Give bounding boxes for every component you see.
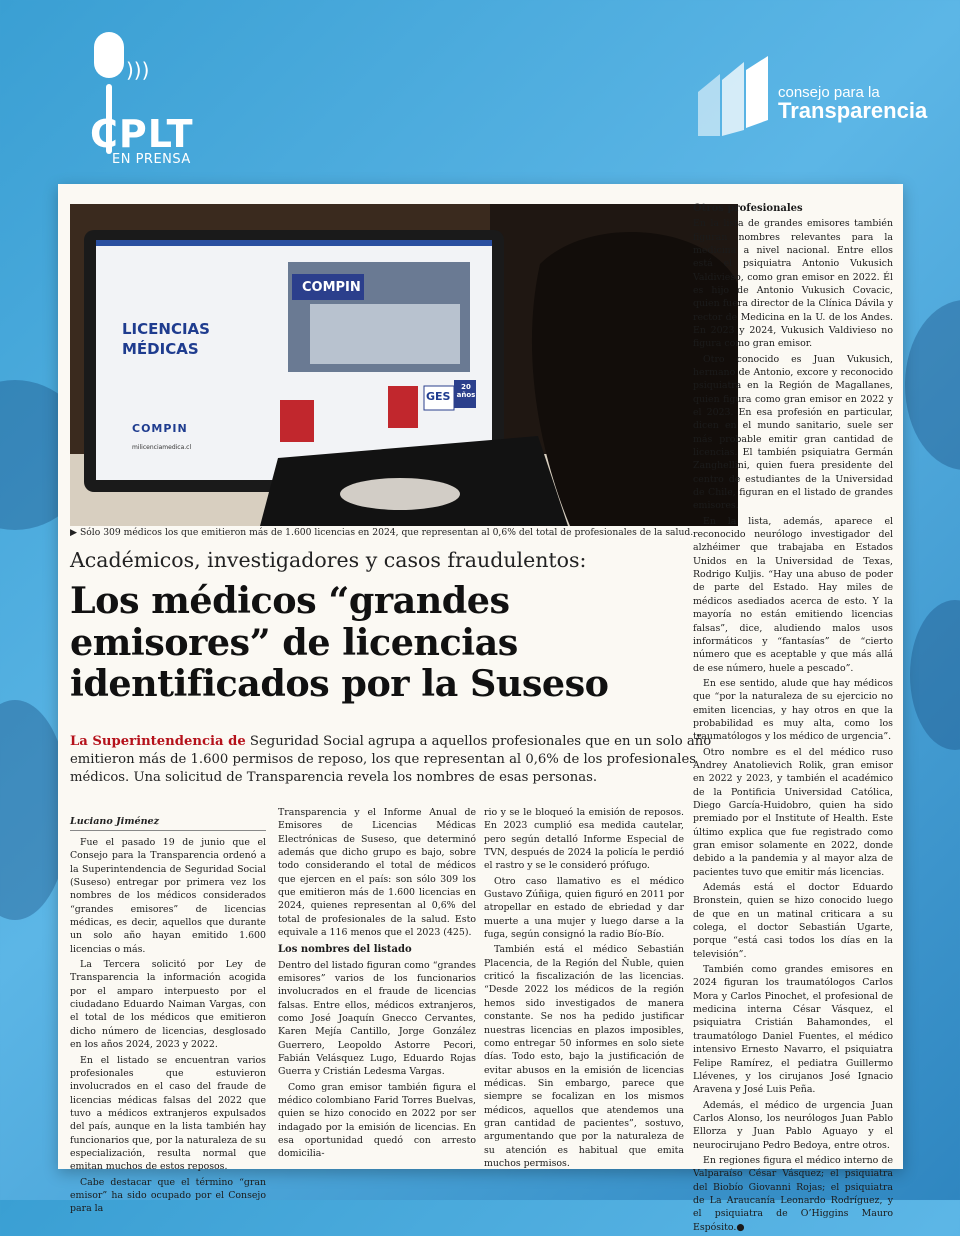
- section-heading: Otros profesionales: [693, 203, 803, 214]
- screen-url: milicenciamedica.cl: [132, 444, 192, 451]
- paragraph: En el listado se encuentran varios profesionales que estuvieron involucrados en el caso del fraude de licencias médicas falsas del 2022 que tuvo a médicos extranjeros expulsados del país, aunque en la lista también hay funcionarios que, por la naturaleza de su especialización, resulta normal que emitan muchos de estos reposos.: [70, 1054, 266, 1173]
- cplt-sub: EN PRENSA: [112, 152, 191, 167]
- paragraph: Fue el pasado 19 de junio que el Consejo para la Transparencia ordenó a la Superintendencia de Seguridad Social (Suseso) entregar por primera vez los nombres de los médicos considerados “grandes emisores” de licencias médicas, es decir, aquellos que durante un solo año hayan emitido 1.600 licencias o más.: [70, 837, 266, 955]
- paragraph: En ese sentido, alude que hay médicos que “por la naturaleza de su ejercicio no emiten licencias, y hay otros en que la probabilidad es muy alta, como los traumatólogos y los médico de urgencia”.: [693, 677, 893, 743]
- section-heading: Los nombres del listado: [278, 944, 412, 956]
- background-bokeh: [905, 300, 960, 470]
- screen-title: LICENCIAS MÉDICAS: [122, 320, 210, 358]
- paragraph: La Tercera solicitó por Ley de Transparencia la información acogida por el amparo interpuesto por el ciudadano Eduardo Naiman Vargas, con el total de los médicos que emitieron dicho número de licencias, desglosado en los años 2024, 2023 y 2022.: [70, 959, 266, 1051]
- photo-caption: ▶ Sólo 309 médicos los que emitieron más de 1.600 licencias en 2024, que representan al 0,6% del total de profesionales de la salud.: [70, 527, 694, 538]
- background-bokeh: [910, 600, 960, 750]
- newspaper-clipping: [58, 184, 903, 1233]
- article-photo: [70, 204, 738, 526]
- article-kicker: Académicos, investigadores y casos fraudulentos:: [70, 548, 587, 572]
- consejo-big-text: Transparencia: [778, 98, 928, 123]
- paragraph: Dentro del listado figuran como “grandes emisores” varios de los funcionarios involucrados en el fraude de licencias falsas. Entre ellos, médicos extranjeros, como José Joaquín Gnecco Cervantes, Karen Mejía Cantillo, Jorge González Guerrero, Leopoldo Astorre Pecori, Fabián Velásquez Lugo, Eduardo Rojas Guerra y Cristián Ledesma Vargas.: [278, 959, 476, 1078]
- paragraph: Otro caso llamativo es el médico Gustavo Zúñiga, quien figuró en 2011 por atropellar en estado de ebriedad y dar muerte a una mujer y luego darse a la fuga, según consignó la radio Bío-Bío.: [484, 875, 684, 941]
- compin-footer: COMPIN: [132, 422, 188, 435]
- column-3: [484, 806, 684, 1172]
- consejo-small-text: consejo para la: [778, 84, 880, 101]
- paragraph: Transparencia y el Informe Anual de Emisores de Licencias Médicas Electrónicas de Suseso, que determinó además que dicho grupo es bajo, sobre todo considerando el total de médicos que ejercen en el país: son sólo 309 los que emitieron más de 1.600 licencias en 2024, quienes representan al 0,6% del total de profesionales de la salud. Esto equivale a 116 menos que el 2023 (425).: [278, 807, 476, 939]
- ges-years: 20 años: [456, 383, 476, 399]
- paragraph: También está el médico Sebastián Placencia, de la Región del Ñuble, quien criticó la fiscalización de las licencias. “Desde 2022 los médicos de la región hemos sido investigados de manera constante. Se nos ha pedido justificar nuestras licencias en plazos imposibles, como entregar 50 informes en solo siete días. Todo esto, bajo la justificación de evitar abusos en la emisión de licencias médicas. Sin embargo, parece que siempre se focalizan en los mismos médicos, aquellos que atendemos una gran cantidad de pacientes”, sostuvo, argumentando que por la naturaleza de su atención es habitual que emita muchos permisos.: [484, 944, 684, 1169]
- paragraph: Además, el médico de urgencia Juan Carlos Alonso, los neurólogos Juan Pablo Ellorza y Juan Pablo Aguayo y el neurocirujano Pedro Bedoya, entre otros.: [693, 1099, 893, 1151]
- paragraph: También como grandes emisores en 2024 figuran los traumatólogos Carlos Mora y Carlos Pinochet, el profesional de medicina interna César Vásquez, el psiquiatra Cristián Bahamondes, el traumatólogo Daniel Fuentes, el médico intensivo Ernesto Navarro, el psiquiatra Felipe Ramírez, el pediatra Guillermo Llévenes, y los cirujanos José Ignacio Aravena y José Luis Peña.: [693, 964, 893, 1096]
- paragraph: Otro nombre es el del médico ruso Andrey Anatolievich Rolik, gran emisor en 2022 y 2023, y también el académico de la Pontificia Universidad Católica, Diego García-Huidobro, quien ha sido premiado por el Institute of Health. Este último explica que fue registrado como gran emisor solamente en 2022, dondе debido a la pandemia y al mayor alza de pacientes tuvo que emitir más licencias.: [693, 746, 893, 878]
- paragraph: En la lista, además, aparece el reconocido neurólogo investigador del alzhéimer que trabajaba en Estados Unidos en la Universidad de Texas, Rodrigo Kuljis. “Hay una abuso de poder de parte del Estado. Hay miles de médicos asediados acerca de esto. Y la mayoría no están emitiendo licencias falsas”, dice, aludiendo malos usos informáticos y “fantasías” de “cierto número que es aceptable y que más allá de ese número, huele a pescado”.: [693, 515, 893, 674]
- column-4: [693, 202, 893, 1236]
- cplt-brand: CPLT: [90, 112, 194, 156]
- column-2: [278, 806, 476, 1163]
- signal-waves-icon: ))): [126, 58, 150, 82]
- consejo-transparencia-logo: [696, 56, 936, 140]
- microphone-icon: [94, 32, 124, 78]
- ges-label: GES: [426, 390, 451, 403]
- paragraph: En regiones figura el médico interno de Valparaíso César Vásquez; el psiquiatra del Biobío Giovanni Rojas; el psiquiatra de La Araucanía Leonardo Rodríguez, y el psiquiatra de O’Higgins Mauro Espósito.●: [693, 1154, 893, 1233]
- paragraph: Cabe destacar que el término “gran emisor” ha sido ocupado por el Consejo para la: [70, 1176, 266, 1215]
- paragraph: Otro conocido es Juan Vukusich, hermano de Antonio, excore y reconocido psiquiatra en la Región de Magallanes, quien figura como gran emisor en 2022 y el 2023. En esa profesión en particular, dicen en el mundo sanitario, suele ser más probable emitir gran cantidad de licencias. El también psiquiatra Germán Zanghellini, quien fuera presidente del centro de estudiantes de la Universidad de Chile, figuran en el listado de grandes emisores.: [693, 353, 893, 512]
- lede-text: Seguridad Social agrupa a aquellos profesionales que en un solo año emitieron más de 1.600 permisos de reposo, los que representan al 0,6% de los profesionales médicos. Una solicitud de Transparencia revela los nombres de esas personas.: [70, 734, 712, 786]
- paragraph: Además está el doctor Eduardo Bronstein, quien se hizo conocido luego de que en un matinal criticara a su colega, el doctor Sebastián Ugarte, porque “está casi todos los días en la televisión”.: [693, 882, 893, 960]
- lede-highlight: La Superintendencia de: [70, 734, 246, 749]
- column-1: [70, 836, 266, 1218]
- paragraph: Como gran emisor también figura el médico colombiano Farid Torres Buelvas, quien se hizo conocido en 2022 por ser indagado por la emisión de licencias. En esa oportunidad quedó con arresto domicilia-: [278, 1081, 476, 1160]
- byline: Luciano Jiménez: [70, 816, 266, 831]
- paragraph: En la lista de grandes emisores también figuran nombres relevantes para la medicina a nivel nacional. Entre ellos está el psiquiatra Antonio Vukusich Valdivieso, como gran emisor en 2022. Él es hijo de Antonio Vukusich Covacic, quien fuera director de la Clínica Dávila y rector de Medicina en la U. de los Andes. En 2023 y 2024, Vukusich Valdivieso no figura como gran emisor.: [693, 218, 893, 350]
- paragraph: rio y se le bloqueó la emisión de reposos. En 2023 cumplió esa medida cautelar, pero según detalló Informe Especial de TVN, después de 2024 la policía le perdió el rastro y se le consideró prófugo.: [484, 807, 684, 872]
- building-icon: [696, 56, 776, 140]
- compin-sign: COMPIN: [302, 280, 361, 295]
- cplt-logo: [88, 32, 208, 167]
- article-headline: Los médicos “grandes emisores” de licencias identificados por la Suseso: [70, 579, 609, 706]
- article-lede: [70, 733, 725, 788]
